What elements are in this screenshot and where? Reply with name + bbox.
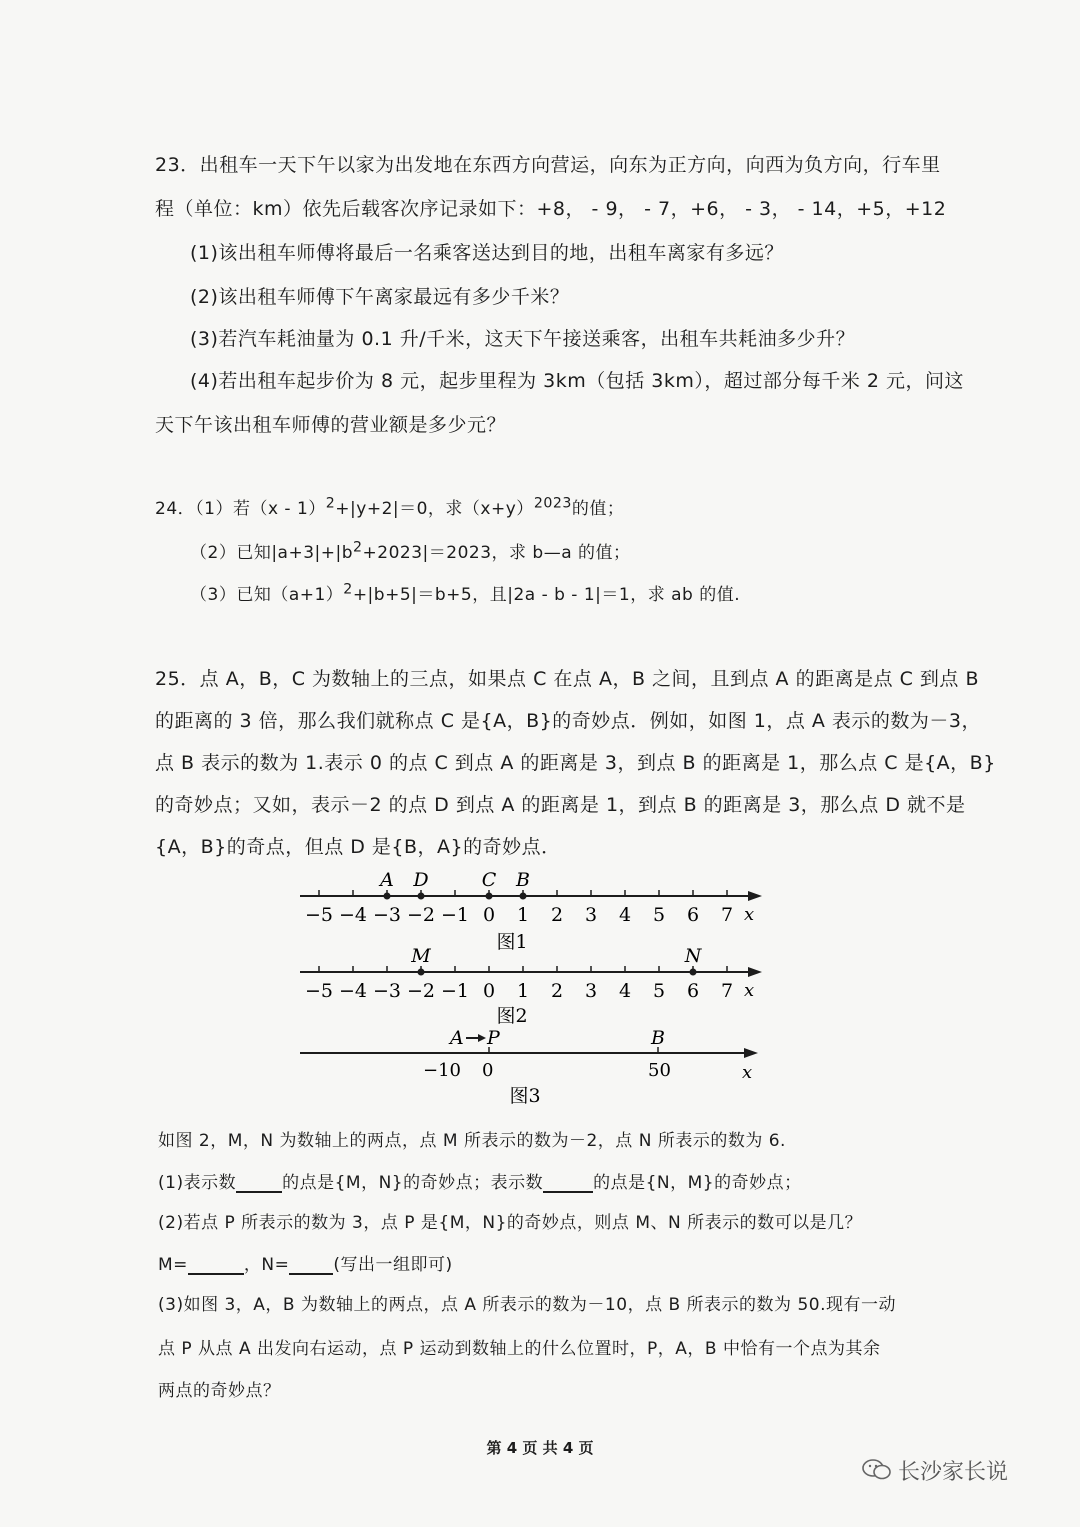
- answer-blank-1[interactable]: [236, 1173, 282, 1193]
- figure-1: [300, 869, 762, 953]
- fig1-caption: 图1: [496, 931, 528, 953]
- q25-sub1: (1)表示数 的点是{M，N}的奇妙点；表示数 的点是{N，M}的奇妙点；: [158, 1173, 802, 1193]
- q23-line1: 23．出租车一天下午以家为出发地在东西方向营运，向东为正方向，向西为负方向，行车里: [155, 154, 941, 176]
- q24-line1: 24．（1）若（x - 1）$^2$+|y+2|＝0，求$(x+y)^{2023}$的值；: [155, 495, 625, 519]
- tick-label: 5: [652, 980, 666, 1002]
- q25-line2: 的距离的 3 倍，那么我们就称点 C 是{A，B}的奇妙点．例如，如图 1，点 A 表示的数为－3，: [155, 710, 982, 732]
- axis-var-1: x: [744, 904, 755, 925]
- number-line-figures: [0, 860, 1080, 1110]
- fig3-label-p: P: [487, 1027, 500, 1049]
- tick-label: −3: [372, 980, 402, 1002]
- axis-var-2: x: [744, 980, 755, 1001]
- point-d: [418, 893, 425, 900]
- tick-label: 7: [720, 904, 734, 926]
- q25-sub3-line1: (3)如图 3，A，B 为数轴上的两点，点 A 所表示的数为－10，点 B 所表示的数为 50.现有一动: [158, 1295, 896, 1315]
- point-label-b: B: [516, 869, 530, 891]
- q23-part1: (1)该出租车师傅将最后一名乘客送达到目的地，出租车离家有多远？: [190, 242, 784, 264]
- q25-after-fig: 如图 2，M，N 为数轴上的两点，点 M 所表示的数为－2，点 N 所表示的数为 6.: [158, 1131, 786, 1151]
- figure-2: [300, 945, 762, 1027]
- point-c: [486, 893, 493, 900]
- tick-label: 7: [720, 980, 734, 1002]
- q23-part4-line2: 天下午该出租车师傅的营业额是多少元？: [155, 414, 507, 436]
- q23-part3: (3)若汽车耗油量为 0.1 升/千米，这天下午接送乘客，出租车共耗油多少升？: [190, 328, 856, 350]
- fig3-label-b: B: [651, 1027, 665, 1049]
- tick-label: 2: [550, 980, 564, 1002]
- tick-label: 3: [584, 980, 598, 1002]
- point-label-n: N: [684, 945, 702, 967]
- tick-label: −1: [440, 980, 470, 1002]
- tick-label: −3: [372, 904, 402, 926]
- q25-line4: 的奇妙点；又如，表示－2 的点 D 到点 A 的距离是 1，到点 B 的距离是 3，那么点 D 就不是: [155, 794, 966, 816]
- point-label-a: A: [380, 869, 394, 891]
- point-label-c: C: [481, 869, 497, 891]
- tick-label: 1: [516, 904, 530, 926]
- page-footer: 第 4 页 共 4 页: [486, 1439, 594, 1457]
- tick-label: −2: [406, 904, 436, 926]
- tick-label: 4: [618, 904, 632, 926]
- q23-line2: 程（单位：km）依先后载客次序记录如下：+8， - 9， - 7，+6， - 3， - 14，+5，+12: [155, 198, 947, 220]
- fig3-tick-50: 50: [648, 1060, 671, 1081]
- q24-line2: （2）已知$|a+3|+|b^2+2023|=2023$，求 b—a 的值；: [190, 539, 631, 563]
- q25-sub2: (2)若点 P 所表示的数为 3，点 P 是{M，N}的奇妙点，则点 M、N 所表示的数可以是几？: [158, 1213, 863, 1233]
- tick-label: 4: [618, 980, 632, 1002]
- q25-line1: 25．点 A，B，C 为数轴上的三点，如果点 C 在点 A，B 之间，且到点 A 的距离是点 C 到点 B: [155, 668, 980, 690]
- tick-label: −1: [440, 904, 470, 926]
- tick-label: 2: [550, 904, 564, 926]
- q25-line5: {A，B}的奇点，但点 D 是{B，A}的奇妙点．: [155, 836, 561, 858]
- point-label-m: M: [411, 945, 431, 967]
- q24-line3: （3）已知$(a+1)^2+|b+5|=b+5$，且|2a - b - 1|＝1，求 ab 的值.: [190, 581, 741, 605]
- tick-label: −5: [304, 904, 334, 926]
- q25-sub2-blanks: M= ，N= (写出一组即可): [158, 1255, 453, 1275]
- point-label-d: D: [413, 869, 429, 891]
- tick-label: −2: [406, 980, 436, 1002]
- fig3-tick-0: 0: [482, 1060, 494, 1081]
- tick-label: 0: [482, 980, 496, 1002]
- watermark: [862, 1455, 1008, 1488]
- tick-label: 6: [686, 980, 700, 1002]
- answer-blank-2[interactable]: [543, 1173, 593, 1193]
- fig3-label-a: A: [450, 1027, 464, 1049]
- q23-part2: (2)该出租车师傅下午离家最远有多少千米？: [190, 286, 570, 308]
- answer-blank-m[interactable]: [188, 1255, 244, 1275]
- q23-part4-line1: (4)若出租车起步价为 8 元，起步里程为 3km（包括 3km），超过部分每千米 2 元，问这: [190, 370, 965, 392]
- q25-line3: 点 B 表示的数为 1.表示 0 的点 C 到点 A 的距离是 3，到点 B 的距离是 1，那么点 C 是{A，B}: [155, 752, 996, 774]
- point-n: [690, 969, 697, 976]
- tick-label: −4: [338, 980, 368, 1002]
- fig3-tick-minus10: −10: [423, 1060, 461, 1081]
- q25-sub3-line2: 点 P 从点 A 出发向右运动，点 P 运动到数轴上的什么位置时，P，A，B 中恰有一个点为其余: [158, 1339, 881, 1359]
- answer-blank-n[interactable]: [289, 1255, 333, 1275]
- tick-label: 6: [686, 904, 700, 926]
- point-a: [384, 893, 391, 900]
- tick-label: 1: [516, 980, 530, 1002]
- wechat-icon: [862, 1458, 892, 1488]
- fig2-caption: 图2: [496, 1005, 528, 1027]
- point-m: [418, 969, 425, 976]
- tick-label: 3: [584, 904, 598, 926]
- tick-label: 5: [652, 904, 666, 926]
- tick-label: −5: [304, 980, 334, 1002]
- fig3-caption: 图3: [509, 1085, 541, 1107]
- figure-3: [300, 1027, 758, 1107]
- tick-label: −4: [338, 904, 368, 926]
- tick-label: 0: [482, 904, 496, 926]
- watermark-text: 长沙家长说: [898, 1460, 1009, 1485]
- axis-var-3: x: [742, 1062, 753, 1083]
- q25-sub3-line3: 两点的奇妙点？: [158, 1381, 281, 1401]
- point-b: [520, 893, 527, 900]
